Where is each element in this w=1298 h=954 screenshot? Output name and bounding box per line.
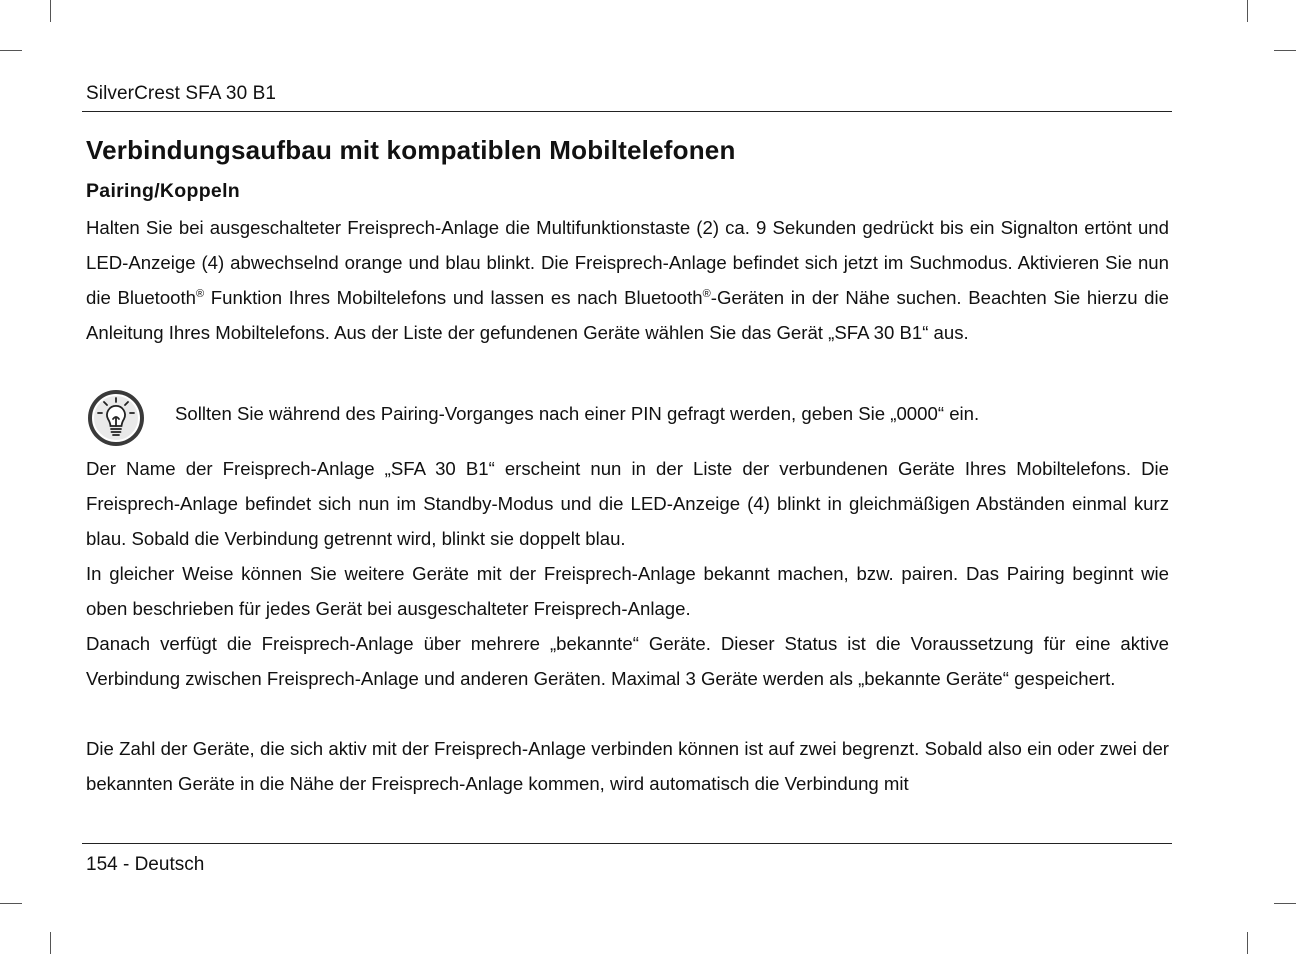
section-heading: Verbindungsaufbau mit kompatiblen Mobiltelefonen bbox=[86, 135, 736, 165]
crop-mark bbox=[50, 0, 51, 22]
paragraph-standby: Der Name der Freisprech-Anlage „SFA 30 B1“ erscheint nun in der Liste der verbundenen Geräte Ihres Mobiltelefons. Die Freisprech-Anlage befindet sich nun im Standby-Modus und die LED-Anzeige (4) blinkt in gleichmäßigen Abständen einmal kurz blau. Sobald die Verbindung getrennt wird, blinkt sie doppelt blau. bbox=[86, 458, 1169, 549]
crop-mark bbox=[0, 903, 22, 904]
crop-mark bbox=[50, 932, 51, 954]
crop-mark bbox=[0, 50, 22, 51]
crop-mark bbox=[1247, 0, 1248, 22]
paragraph-active-limit: Die Zahl der Geräte, die sich aktiv mit der Freisprech-Anlage verbinden können ist auf zwei begrenzt. Sobald also ein oder zwei der bekannten Geräte in die Nähe der Freisprech-Anlage kommen, wird automatisch die Verbindung mit bbox=[86, 738, 1169, 794]
paragraph-known-devices: Danach verfügt die Freisprech-Anlage über mehrere „bekannte“ Geräte. Dieser Status ist die Voraussetzung für eine aktive Verbindung zwischen Freisprech-Anlage und anderen Geräten. Maximal 3 Geräte werden als „bekannte Geräte“ gespeichert. bbox=[86, 633, 1169, 689]
paragraph-more-devices: In gleicher Weise können Sie weitere Geräte mit der Freisprech-Anlage bekannt machen, bzw. pairen. Das Pairing beginnt wie oben beschrieben für jedes Gerät bei ausgeschalteter Freisprech-Anlage. bbox=[86, 563, 1169, 619]
crop-mark bbox=[1274, 903, 1296, 904]
header-rule bbox=[82, 111, 1172, 112]
paragraph-pairing-steps: Halten Sie bei ausgeschalteter Freisprech-Anlage die Multifunktionstaste (2) ca. 9 Sekunden gedrückt bis ein Signalton ertönt und LED-Anzeige (4) abwechselnd orange und blau blinkt. Die Freisprech-Anlage befindet sich jetzt im Suchmodus. Aktivieren Sie nun die Bluetooth® Funktion Ihres Mobiltelefons und lassen es nach Bluetooth®-Geräten in der Nähe suchen. Beachten Sie hierzu die Anleitung Ihres Mobiltelefons. Aus der Liste der gefundenen Geräte wählen Sie das Gerät „SFA 30 B1“ aus. bbox=[86, 217, 1169, 343]
tip-text: Sollten Sie während des Pairing-Vorganges nach einer PIN gefragt werden, geben Sie „0000“ ein. bbox=[175, 403, 980, 424]
crop-mark bbox=[1247, 932, 1248, 954]
running-header: SilverCrest SFA 30 B1 bbox=[86, 83, 277, 104]
subheading-pairing: Pairing/Koppeln bbox=[86, 180, 241, 202]
page-number: 154 - Deutsch bbox=[86, 854, 205, 875]
crop-mark bbox=[1274, 50, 1296, 51]
lightbulb-icon bbox=[86, 388, 146, 448]
footer-rule bbox=[82, 843, 1172, 844]
